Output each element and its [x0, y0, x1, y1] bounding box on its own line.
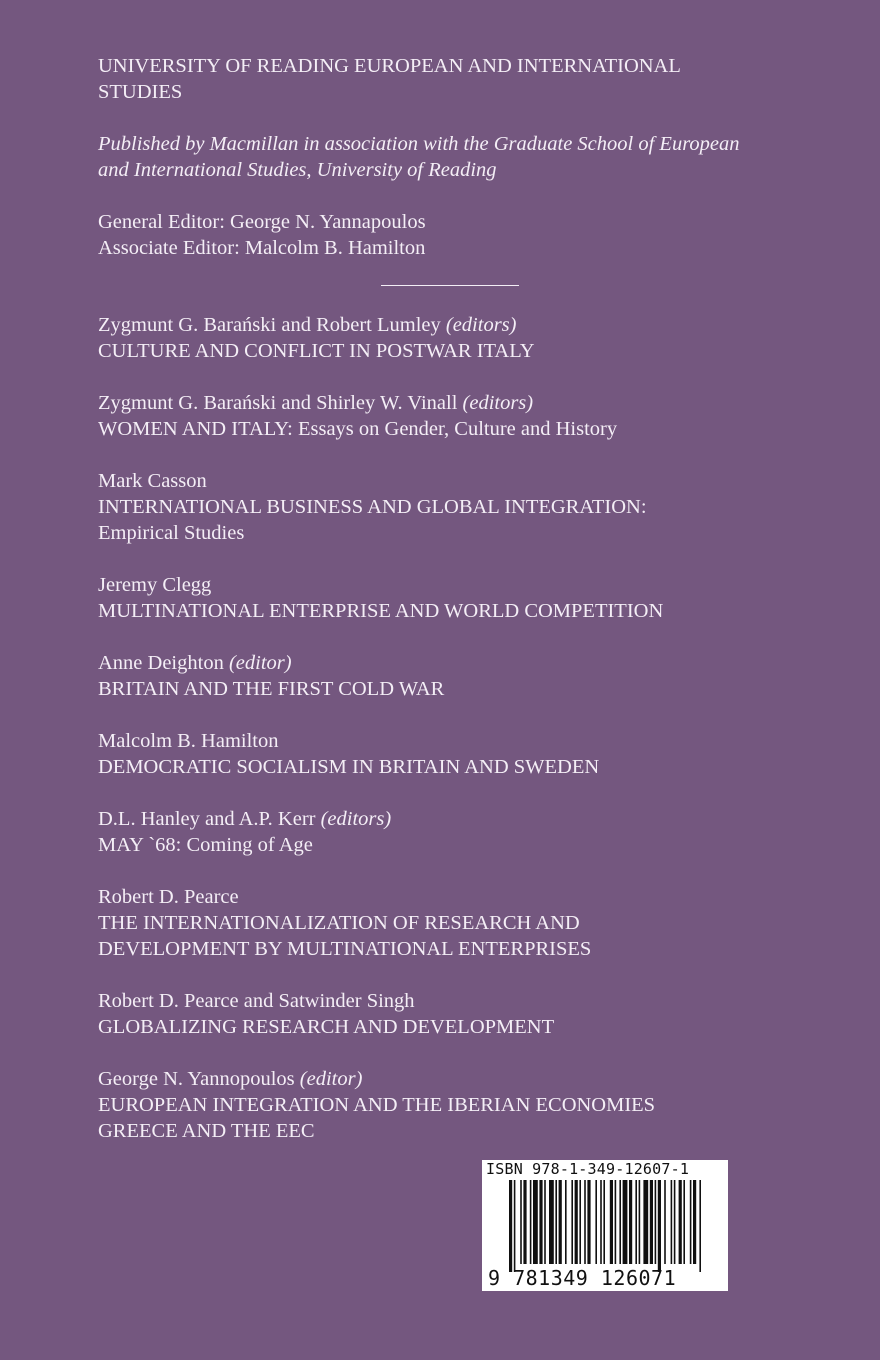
barcode-bar [674, 1180, 676, 1264]
barcode-bar [579, 1180, 581, 1264]
barcode-bar [514, 1180, 516, 1272]
book-authors-line [98, 390, 818, 416]
book-authors-line [98, 884, 818, 910]
book-authors: Zygmunt G. Barański and Shirley W. Vinall [98, 392, 458, 414]
book-authors: Jeremy Clegg [98, 574, 212, 596]
book-title-line: MULTINATIONAL ENTERPRISE AND WORLD COMPETITION [98, 600, 664, 622]
book-authors: Robert D. Pearce and Satwinder Singh [98, 990, 415, 1012]
book-authors: Zygmunt G. Barański and Robert Lumley [98, 314, 441, 336]
barcode-bar [671, 1180, 673, 1264]
barcode-bar [530, 1180, 532, 1264]
book-editor-role: (editors) [320, 808, 392, 830]
book-editor-role: (editor) [228, 652, 292, 674]
book-title-line: GLOBALIZING RESEARCH AND DEVELOPMENT [98, 1016, 555, 1038]
barcode-bar [658, 1180, 661, 1272]
barcode-bar [544, 1180, 546, 1264]
book-editor-role: (editors) [462, 392, 534, 414]
book-title-line: DEMOCRATIC SOCIALISM IN BRITAIN AND SWEDEN [98, 756, 600, 778]
book-title-line: INTERNATIONAL BUSINESS AND GLOBAL INTEGRATION: [98, 496, 647, 518]
book-title-line: THE INTERNATIONALIZATION OF RESEARCH AND [98, 912, 580, 934]
book-authors: Robert D. Pearce [98, 886, 239, 908]
barcode-bar [615, 1180, 617, 1264]
publisher-note-line-1: Published by Macmillan in association with the Graduate School of European [98, 133, 740, 155]
barcode-bar [555, 1180, 557, 1264]
barcode-bar [539, 1180, 542, 1264]
barcode-bar [664, 1180, 666, 1264]
barcode-bar [603, 1180, 605, 1264]
barcode-digits: 9 781349 126071 [488, 1266, 677, 1290]
book-authors: Mark Casson [98, 470, 207, 492]
book-entry [98, 390, 818, 442]
barcode-bar [693, 1180, 696, 1264]
book-title-line: DEVELOPMENT BY MULTINATIONAL ENTERPRISES [98, 938, 592, 960]
book-title-line: EUROPEAN INTEGRATION AND THE IBERIAN ECONOMIES [98, 1094, 656, 1116]
barcode-bar [575, 1180, 578, 1264]
series-title-line-1: UNIVERSITY OF READING EUROPEAN AND INTERNATIONAL [98, 55, 681, 77]
book-authors-line [98, 988, 818, 1014]
back-cover-text [98, 53, 818, 1170]
book-entry [98, 728, 818, 780]
book-title-line: CULTURE AND CONFLICT IN POSTWAR ITALY [98, 340, 535, 362]
barcode-bar [629, 1180, 632, 1264]
barcode-bar [559, 1180, 562, 1264]
barcode-bar [549, 1180, 554, 1264]
book-authors: D.L. Hanley and A.P. Kerr [98, 808, 316, 830]
book-title-line: GREECE AND THE EEC [98, 1120, 315, 1142]
book-list [98, 312, 818, 1144]
barcode-bar [571, 1180, 573, 1264]
book-entry [98, 468, 818, 546]
barcode-bar [523, 1180, 526, 1264]
book-title-line: WOMEN AND ITALY: Essays on Gender, Culture and History [98, 418, 618, 440]
book-authors: George N. Yannopoulos [98, 1068, 295, 1090]
barcode-bar [690, 1180, 692, 1264]
book-title-line: Empirical Studies [98, 522, 245, 544]
book-entry [98, 572, 818, 624]
barcode-bar [635, 1180, 637, 1264]
series-title-line-2: STUDIES [98, 81, 183, 103]
barcode-bar [610, 1180, 613, 1264]
book-editor-role: (editor) [299, 1068, 363, 1090]
book-authors-line [98, 572, 818, 598]
publisher-note [98, 131, 818, 183]
isbn-label: ISBN 978-1-349-12607-1 [486, 1160, 690, 1178]
book-authors-line [98, 806, 818, 832]
barcode-bar [643, 1180, 648, 1264]
isbn-barcode [482, 1160, 728, 1291]
book-authors-line [98, 650, 818, 676]
barcode-bar [655, 1180, 657, 1264]
barcode-bar [520, 1180, 522, 1264]
barcode-bar [639, 1180, 641, 1264]
book-entry [98, 312, 818, 364]
book-authors: Malcolm B. Hamilton [98, 730, 279, 752]
book-entry [98, 650, 818, 702]
barcode-bar [565, 1180, 567, 1264]
book-title-line: BRITAIN AND THE FIRST COLD WAR [98, 678, 445, 700]
series-editors [98, 209, 818, 261]
publisher-note-line-2: and International Studies, University of Reading [98, 159, 497, 181]
barcode-bar [619, 1180, 621, 1264]
book-editor-role: (editors) [445, 314, 517, 336]
book-entry [98, 884, 818, 962]
barcode-bar [650, 1180, 653, 1264]
barcode-bar [683, 1180, 685, 1264]
book-authors-line [98, 468, 818, 494]
barcode-bar [584, 1180, 586, 1264]
book-entry [98, 806, 818, 858]
barcode-bar [600, 1180, 602, 1264]
barcode-bar [623, 1180, 628, 1264]
barcode-bar [533, 1180, 538, 1264]
divider-rule [381, 285, 519, 286]
barcode-bar [595, 1180, 597, 1264]
book-title-line: MAY `68: Coming of Age [98, 834, 313, 856]
barcode-bar [509, 1180, 512, 1272]
series-title [98, 53, 818, 105]
book-authors-line [98, 728, 818, 754]
book-entry [98, 1066, 818, 1144]
barcode-bar [679, 1180, 682, 1264]
general-editor: General Editor: George N. Yannapoulos [98, 211, 426, 233]
associate-editor: Associate Editor: Malcolm B. Hamilton [98, 237, 426, 259]
book-authors-line [98, 1066, 818, 1092]
barcode-bar [587, 1180, 590, 1264]
barcode-bar [699, 1180, 701, 1272]
book-authors-line [98, 312, 818, 338]
book-entry [98, 988, 818, 1040]
book-authors: Anne Deighton [98, 652, 224, 674]
